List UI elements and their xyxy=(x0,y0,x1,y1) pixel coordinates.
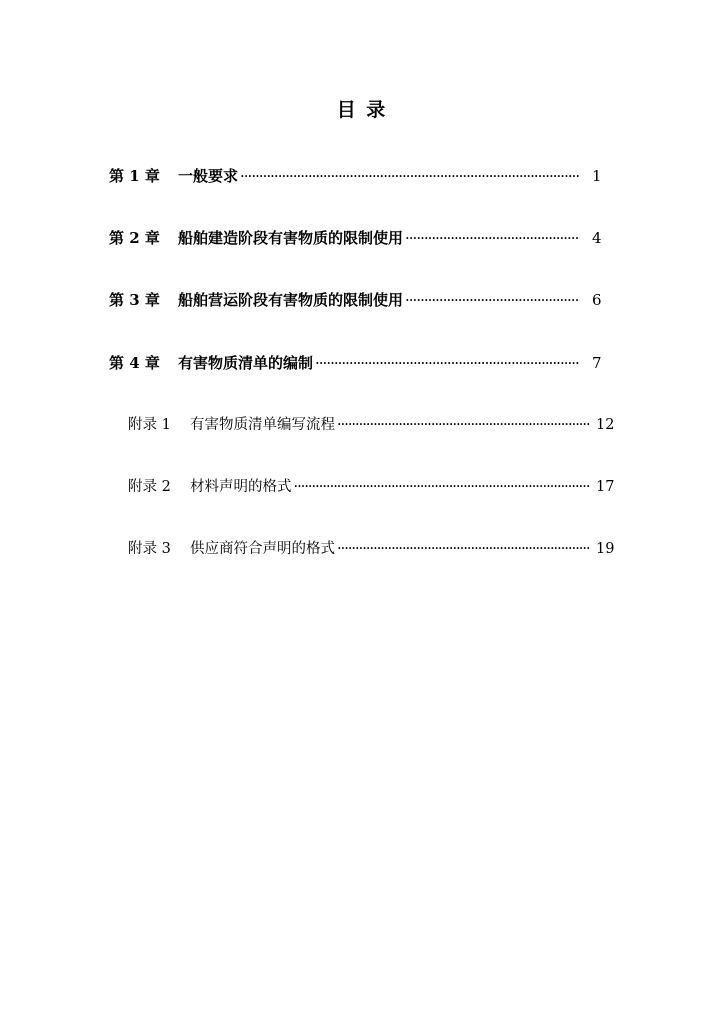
toc-chapter-number: 第 2 章 xyxy=(109,229,160,247)
toc-leader xyxy=(337,415,591,435)
toc-page-number: 12 xyxy=(596,417,615,433)
toc-appendix-title: 材料声明的格式 xyxy=(190,479,292,495)
toc-appendix-3[interactable] xyxy=(128,539,616,559)
toc-appendix-2[interactable] xyxy=(128,477,616,497)
toc-page-number: 19 xyxy=(596,541,615,557)
toc-leader xyxy=(405,290,580,310)
toc-appendix-number: 附录 2 xyxy=(128,479,171,495)
toc-chapter-number: 第 3 章 xyxy=(109,291,160,309)
toc-page-number: 4 xyxy=(592,229,602,247)
toc-appendix-1[interactable] xyxy=(128,415,616,435)
toc-chapter-title: 一般要求 xyxy=(178,167,239,185)
toc-leader xyxy=(337,539,591,559)
toc-leader xyxy=(315,353,580,373)
toc-appendix-number: 附录 3 xyxy=(128,541,171,557)
toc-chapter-number: 第 1 章 xyxy=(109,167,160,185)
toc-page-number: 1 xyxy=(592,167,602,185)
toc-chapter-number: 第 4 章 xyxy=(109,354,160,372)
toc-leader xyxy=(240,166,580,186)
toc-page-number: 6 xyxy=(592,291,602,309)
toc-chapter-title: 船舶建造阶段有害物质的限制使用 xyxy=(178,229,404,247)
toc-appendix-title: 有害物质清单编写流程 xyxy=(190,417,335,433)
toc-chapter-1[interactable] xyxy=(109,166,608,186)
toc-leader xyxy=(405,228,580,248)
page-title: 目 录 xyxy=(336,99,388,121)
toc-leader xyxy=(294,477,592,497)
toc-appendix-title: 供应商符合声明的格式 xyxy=(190,541,335,557)
toc-chapter-2[interactable] xyxy=(109,228,608,248)
toc-chapter-title: 船舶营运阶段有害物质的限制使用 xyxy=(178,291,404,309)
toc-chapter-4[interactable] xyxy=(109,353,608,373)
toc-page-number: 17 xyxy=(596,479,615,495)
toc-page-number: 7 xyxy=(592,354,602,372)
toc-appendix-number: 附录 1 xyxy=(128,417,171,433)
toc-chapter-title: 有害物质清单的编制 xyxy=(178,354,314,372)
toc-chapter-3[interactable] xyxy=(109,290,608,310)
